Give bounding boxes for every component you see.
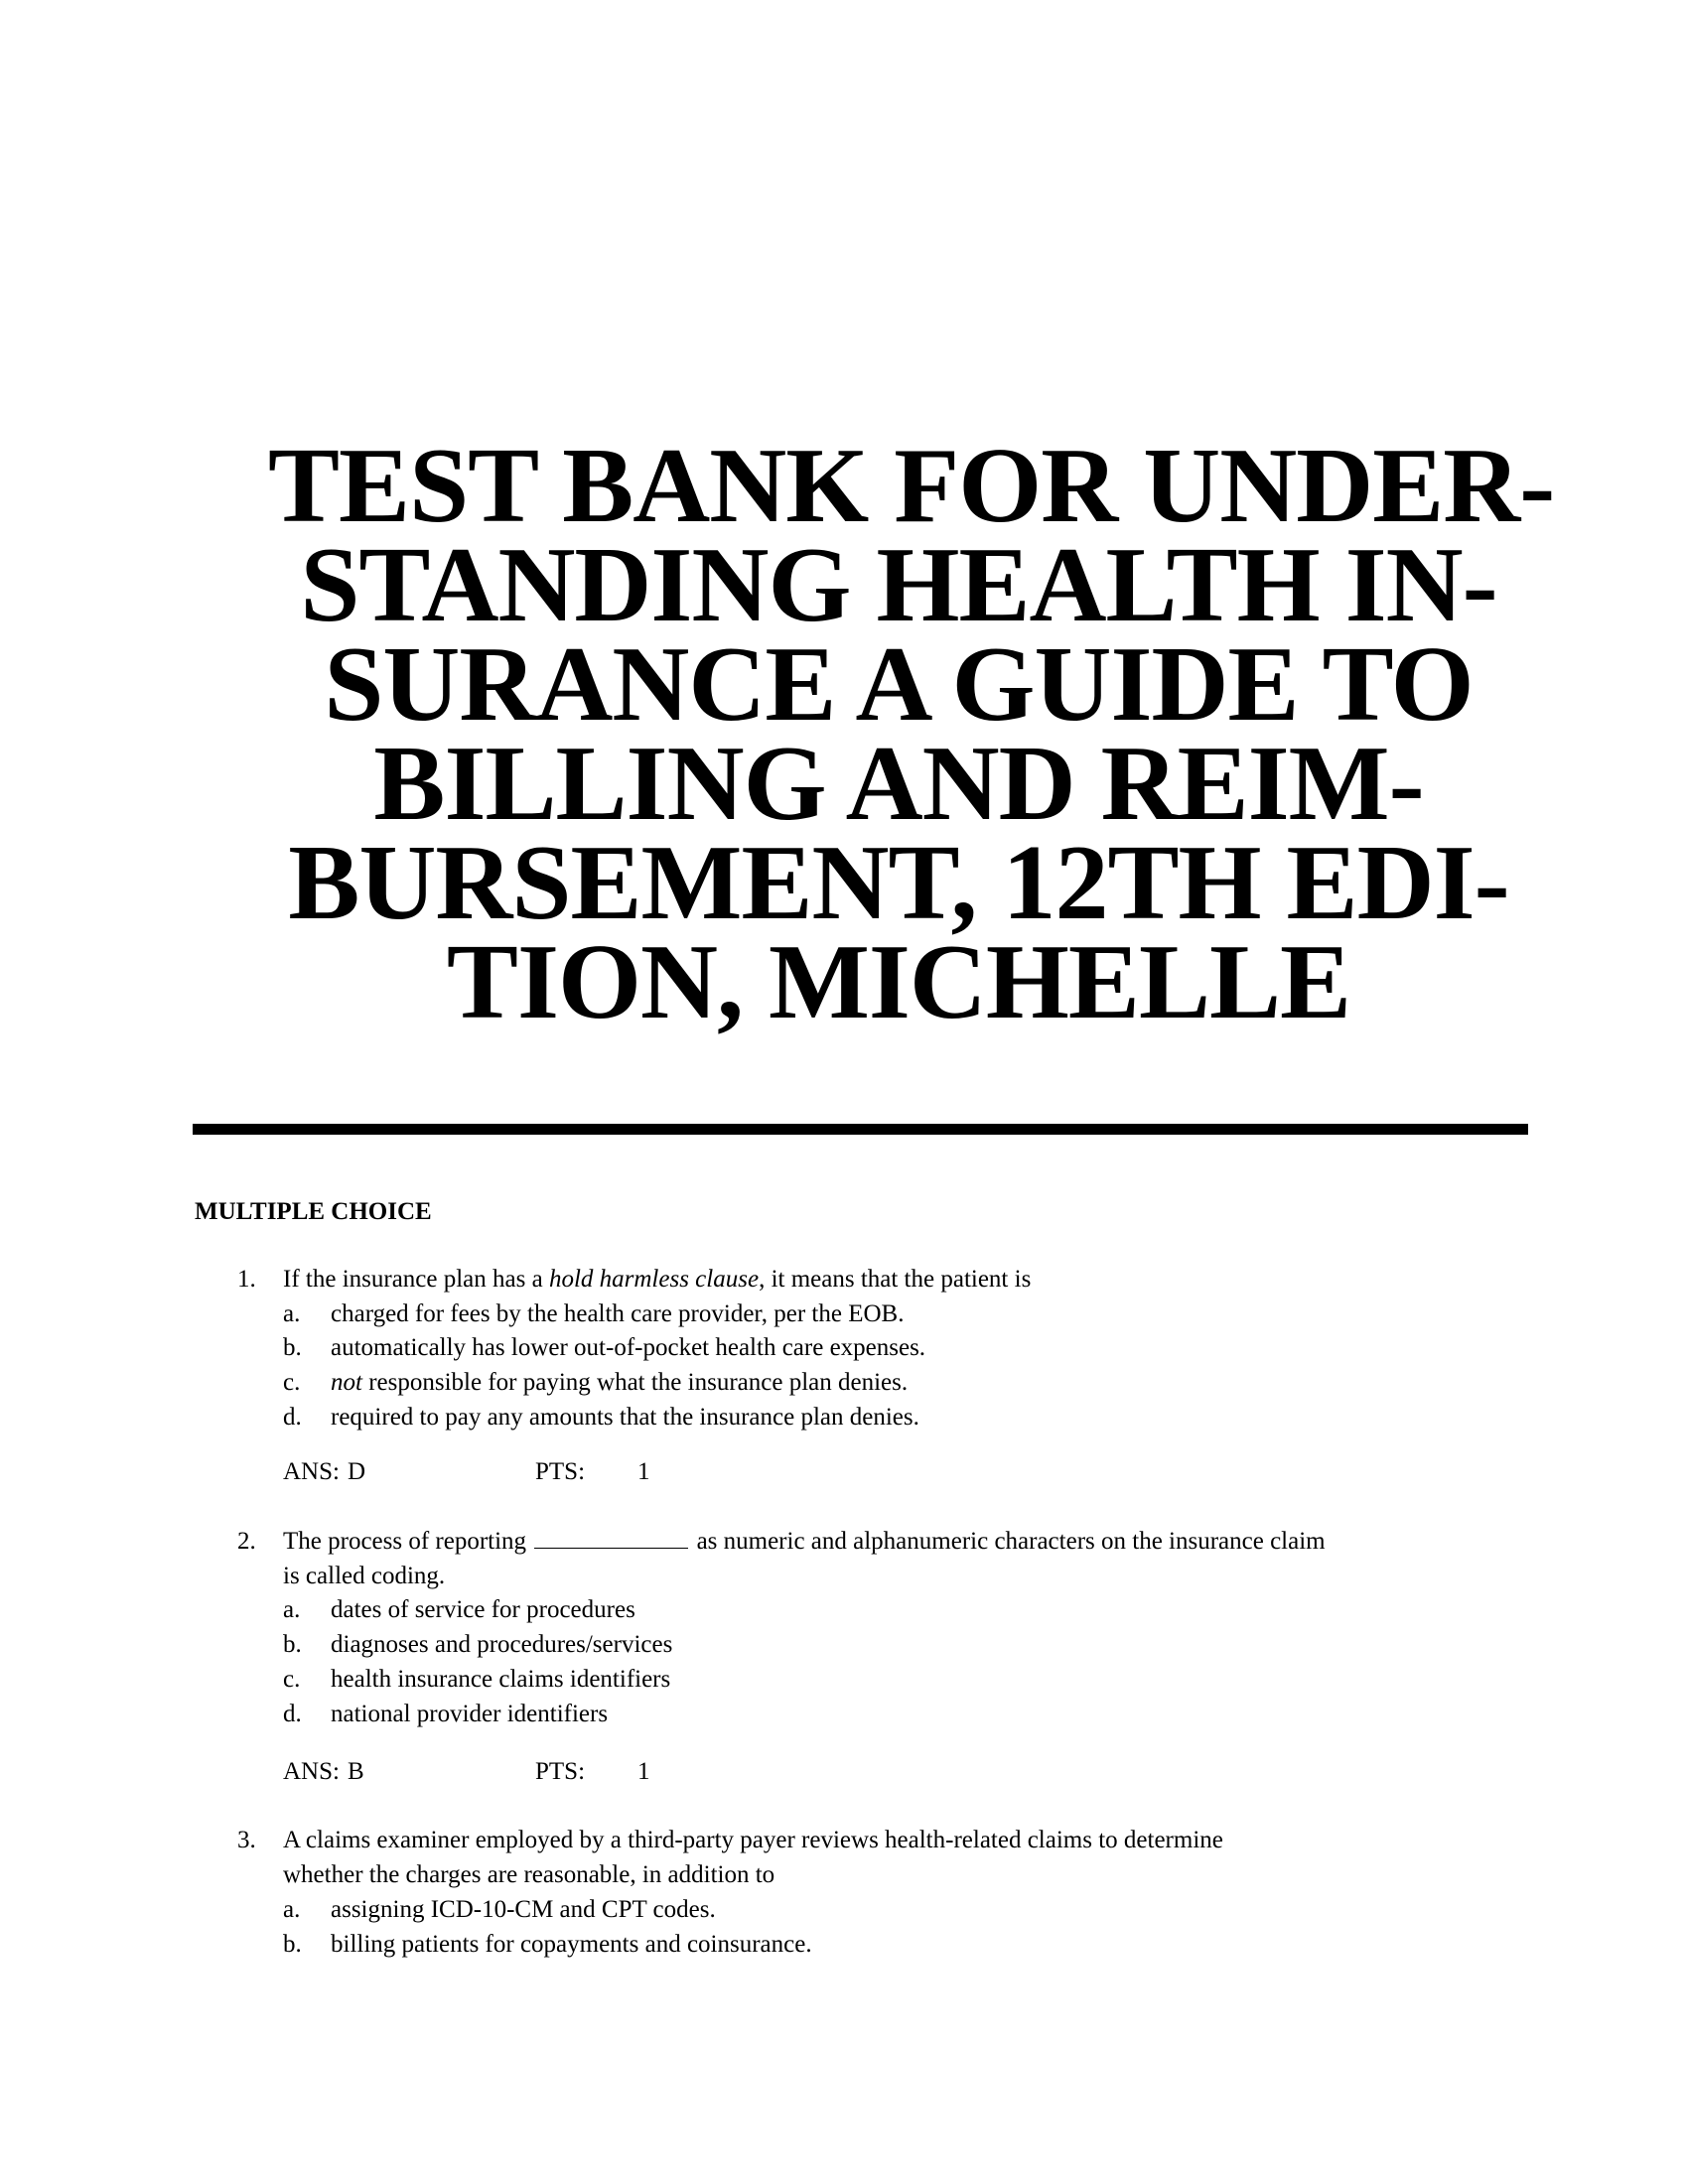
points-label: PTS: — [535, 1458, 586, 1485]
option-letter: a. — [283, 1896, 301, 1923]
option-text: automatically has lower out-of-pocket health care expenses. — [331, 1334, 926, 1361]
option-letter: b. — [283, 1631, 302, 1658]
question-text: A claims examiner employed by a third-party payer reviews health-related claims to determine — [283, 1827, 1223, 1853]
question-number: 1. — [237, 1266, 256, 1293]
title-line: BILLING AND REIM- — [373, 725, 1424, 843]
option-text: national provider identifiers — [331, 1701, 609, 1727]
question-text — [283, 1525, 1326, 1559]
question-text — [283, 1263, 1031, 1297]
document-title — [268, 427, 1555, 1041]
option-letter: a. — [283, 1596, 301, 1623]
points-label: PTS: — [535, 1758, 586, 1785]
option-text-part: responsible for paying what the insurance plan denies. — [361, 1369, 909, 1396]
title-line: STANDING HEALTH IN- — [300, 526, 1497, 644]
question-text-part: If the insurance plan has a — [283, 1266, 549, 1293]
option-text: assigning ICD-10-CM and CPT codes. — [331, 1896, 716, 1923]
option-letter: d. — [283, 1404, 302, 1431]
option-letter: a. — [283, 1300, 301, 1327]
option-text — [331, 1366, 908, 1400]
question-number: 3. — [237, 1827, 256, 1853]
title-line: BURSEMENT, 12TH EDI- — [288, 824, 1509, 942]
question-number: 2. — [237, 1528, 256, 1555]
option-letter: d. — [283, 1701, 302, 1727]
section-heading: MULTIPLE CHOICE — [195, 1198, 432, 1225]
answer-label: ANS: — [283, 1458, 340, 1485]
option-text: diagnoses and procedures/services — [331, 1631, 673, 1658]
answer-value: B — [348, 1758, 364, 1785]
option-text: charged for fees by the health care provider, per the EOB. — [331, 1300, 905, 1327]
question-text-part: as numeric and alphanumeric characters on the insurance claim — [696, 1528, 1326, 1555]
answer-value: D — [348, 1458, 366, 1485]
question-text-part: The process of reporting — [283, 1528, 527, 1555]
question-text-part: , it means that the patient is — [759, 1266, 1032, 1293]
option-letter: b. — [283, 1931, 302, 1958]
answer-blank — [534, 1528, 688, 1549]
option-text: health insurance claims identifiers — [331, 1666, 671, 1693]
option-letter: c. — [283, 1369, 301, 1396]
option-text: billing patients for copayments and coinsurance. — [331, 1931, 812, 1958]
option-emphasis: not — [331, 1369, 362, 1396]
points-value: 1 — [637, 1758, 650, 1785]
question-emphasis: hold harmless clause — [548, 1266, 760, 1293]
title-line: TEST BANK FOR UNDER- — [268, 427, 1555, 545]
option-letter: c. — [283, 1666, 301, 1693]
option-letter: b. — [283, 1334, 302, 1361]
title-line: SURANCE A GUIDE TO — [324, 625, 1474, 744]
answer-label: ANS: — [283, 1758, 340, 1785]
points-value: 1 — [637, 1458, 650, 1485]
question-text-continued: whether the charges are reasonable, in addition to — [283, 1861, 775, 1888]
option-text: required to pay any amounts that the insurance plan denies. — [331, 1404, 919, 1431]
question-text-continued: is called coding. — [283, 1563, 446, 1589]
title-divider — [193, 1124, 1528, 1135]
option-text: dates of service for procedures — [331, 1596, 635, 1623]
title-line: TION, MICHELLE — [446, 923, 1351, 1041]
